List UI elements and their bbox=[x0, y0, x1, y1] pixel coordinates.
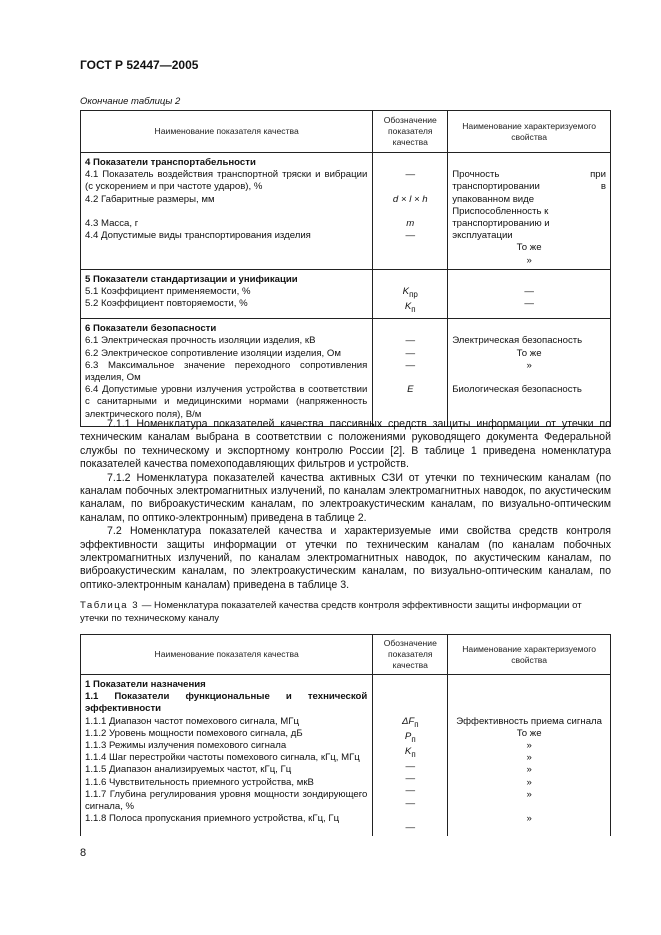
table2-head-symbol: Обозначение показателя качества bbox=[373, 111, 448, 153]
table2-head-name: Наименование показателя качества bbox=[81, 111, 373, 153]
table2-cell-name: 4.4 Допустимые виды транспортирования изделия bbox=[85, 230, 311, 242]
table2-cell-symbol: $K_п$ bbox=[404, 301, 416, 315]
table2-cell-property: Электрическая безопасность bbox=[452, 335, 583, 347]
table3-head-property: Наименование характеризуемого свойства bbox=[448, 635, 611, 675]
table3-head-symbol: Обозначение показателя качества bbox=[373, 635, 448, 675]
table3-cell-name: 1.1.5 Диапазон анализируемых частот, кГц, Гц bbox=[85, 764, 292, 776]
table2-cell-name: 6.2 Электрическое сопротивление изоляции изделия, Ом bbox=[85, 347, 341, 359]
paragraph: 7.1.1 Номенклатура показателей качества пассивных средств защиты информации от утечки по техническим каналам выбрана в соответствии с положениями руководящего документа Федеральной службы по техническому и экспортному контролю России [2]. В таблице 1 приведена номенклатура показателей качества помехоподавляющих фильтров и устройств. bbox=[80, 418, 611, 471]
table-row bbox=[81, 153, 611, 270]
table2-cell-symbol: — bbox=[405, 335, 416, 347]
table3-cell-property: » bbox=[526, 764, 532, 776]
table3-cell-symbol: — bbox=[405, 760, 416, 772]
table2 bbox=[80, 110, 611, 427]
table3-cell-property: » bbox=[526, 752, 532, 764]
table2-cell-property: То же bbox=[516, 347, 542, 359]
table3-cell-symbol: — bbox=[405, 785, 416, 797]
table2-cell-property: » bbox=[526, 359, 532, 371]
table3-cell-name: 1.1.6 Чувствительность приемного устройства, мкВ bbox=[85, 776, 314, 788]
table3-cell-property: » bbox=[526, 739, 532, 751]
table2-cell-symbol: — bbox=[405, 230, 416, 242]
table3-cell-name: 1.1.3 Режимы излучения помехового сигнала bbox=[85, 740, 287, 752]
table3-head-name: Наименование показателя качества bbox=[81, 635, 373, 675]
table2-caption: Окончание таблицы 2 bbox=[80, 96, 181, 107]
table2-cell-name: 5.1 Коэффициент применяемости, % bbox=[85, 286, 251, 298]
table-row bbox=[81, 675, 611, 837]
table3-cell-symbol: — bbox=[405, 773, 416, 785]
table3-caption-text: — Номенклатура показателей качества средств контроля эффективности защиты информации от утечки по техническому каналу bbox=[80, 600, 582, 624]
table3-cell-symbol: $\Delta F_п$ bbox=[401, 715, 419, 729]
table2-group6-title: 6 Показатели безопасности bbox=[85, 323, 217, 335]
table3-cell-property: » bbox=[526, 776, 532, 788]
table-row bbox=[81, 269, 611, 318]
table2-cell-property: — bbox=[524, 286, 534, 297]
table2-cell-name: 6.3 Максимальное значение переходного сопротивления изделия, Ом bbox=[85, 359, 368, 384]
table2-cell-property: Прочность при транспортировании в упакованном виде bbox=[452, 169, 606, 205]
table2-cell-symbol: — bbox=[405, 359, 416, 371]
table2-cell-symbol: — bbox=[405, 169, 416, 181]
table2-cell-symbol: $K_{пр}$ bbox=[402, 286, 418, 299]
table2-group5-title: 5 Показатели стандартизации и унификации bbox=[85, 273, 298, 285]
table3-cell-name: 1.1.7 Глубина регулирования уровня мощности зондирующего сигнала, % bbox=[85, 788, 368, 813]
table3-cell-property: » bbox=[526, 813, 532, 825]
table3-caption-label: Таблица 3 bbox=[80, 600, 140, 611]
table3-cell-name: 1.1.1 Диапазон частот помехового сигнала, МГц bbox=[85, 715, 299, 727]
table2-head-property: Наименование характеризуемого свойства bbox=[448, 111, 611, 153]
table2-header-row bbox=[81, 111, 611, 153]
table3-section-title: 1 Показатели назначения bbox=[85, 679, 206, 690]
table2-cell-symbol: m bbox=[406, 217, 415, 229]
document-header: ГОСТ Р 52447—2005 bbox=[80, 58, 199, 72]
table2-cell-name: 4.2 Габаритные размеры, мм bbox=[85, 193, 215, 205]
table3-cell-property: То же bbox=[516, 727, 542, 739]
table2-group4-title: 4 Показатели транспортабельности bbox=[85, 157, 256, 168]
table3-cell-symbol: — bbox=[405, 821, 416, 833]
table2-cell-property: » bbox=[526, 254, 532, 266]
table3-cell-property: » bbox=[526, 788, 532, 800]
table2-cell-symbol: E bbox=[407, 384, 414, 396]
table3-cell-name: 1.1.4 Шаг перестройки частоты помехового сигнала, кГц, МГц bbox=[85, 752, 360, 764]
table2-cell-symbol: d × l × h bbox=[392, 193, 428, 205]
table3-subsection-title: 1.1 Показатели функциональные и технической эффективности bbox=[85, 691, 368, 715]
page-number: 8 bbox=[80, 847, 87, 859]
table3-cell-name: 1.1.8 Полоса пропускания приемного устройства, кГц, Гц bbox=[85, 813, 340, 825]
table2-cell-property: Приспособленность к транспортированию и эксплуатации bbox=[452, 205, 550, 242]
table2-cell-name: 5.2 Коэффициент повторяемости, % bbox=[85, 298, 248, 310]
table2-cell-name: 6.1 Электрическая прочность изоляции изделия, кВ bbox=[85, 335, 316, 347]
table3 bbox=[80, 634, 611, 836]
table3-cell-name: 1.1.2 Уровень мощности помехового сигнала, дБ bbox=[85, 727, 303, 739]
table2-cell-name: 6.4 Допустимые уровни излучения устройства в соответствии с санитарными и медицинскими нормами (напряженность электрического поля), В/м bbox=[85, 384, 368, 420]
body-text bbox=[80, 418, 611, 592]
table2-cell-name: 4.1 Показатель воздействия транспортной тряски и вибрации (с ускорением и при частоте ударов), % bbox=[85, 169, 368, 193]
table2-cell-property: — bbox=[524, 298, 534, 310]
paragraph: 7.2 Номенклатура показателей качества и характеризуемые ими свойства средств контроля эффективности защиты информации от утечки по техническим каналам (по каналам побочных электромагнитных излучений, по каналам электромагнитных наводок, по акустическим каналам, по виброакустическим каналам, по электроакустическим каналам, по визуально-оптическим каналам, по оптико-электронным каналам) приведена в таблице 3. bbox=[80, 525, 611, 591]
table3-cell-symbol: $P_п$ bbox=[404, 730, 416, 744]
table2-cell-name: 4.3 Масса, г bbox=[85, 218, 139, 229]
table3-caption bbox=[80, 600, 611, 625]
table-row bbox=[81, 319, 611, 427]
table3-cell-symbol: $K_п$ bbox=[404, 745, 416, 759]
paragraph: 7.1.2 Номенклатура показателей качества активных СЗИ от утечки по техническим каналам (по каналам побочных электромагнитных излучений, по каналам электромагнитных наводок, по акустическим каналам, по виброакустическим каналам, по электроакустическим каналам, по визуально-оптическим каналам, по оптико-электронным) приведена в таблице 2. bbox=[80, 471, 611, 524]
table2-cell-property: Биологическая безопасность bbox=[452, 384, 582, 396]
table2-cell-symbol: — bbox=[405, 347, 416, 359]
table3-header-row bbox=[81, 635, 611, 675]
table3-cell-property: Эффективность приема сигнала bbox=[456, 715, 602, 727]
table2-cell-property: То же bbox=[516, 242, 542, 254]
table3-cell-symbol: — bbox=[405, 797, 416, 809]
